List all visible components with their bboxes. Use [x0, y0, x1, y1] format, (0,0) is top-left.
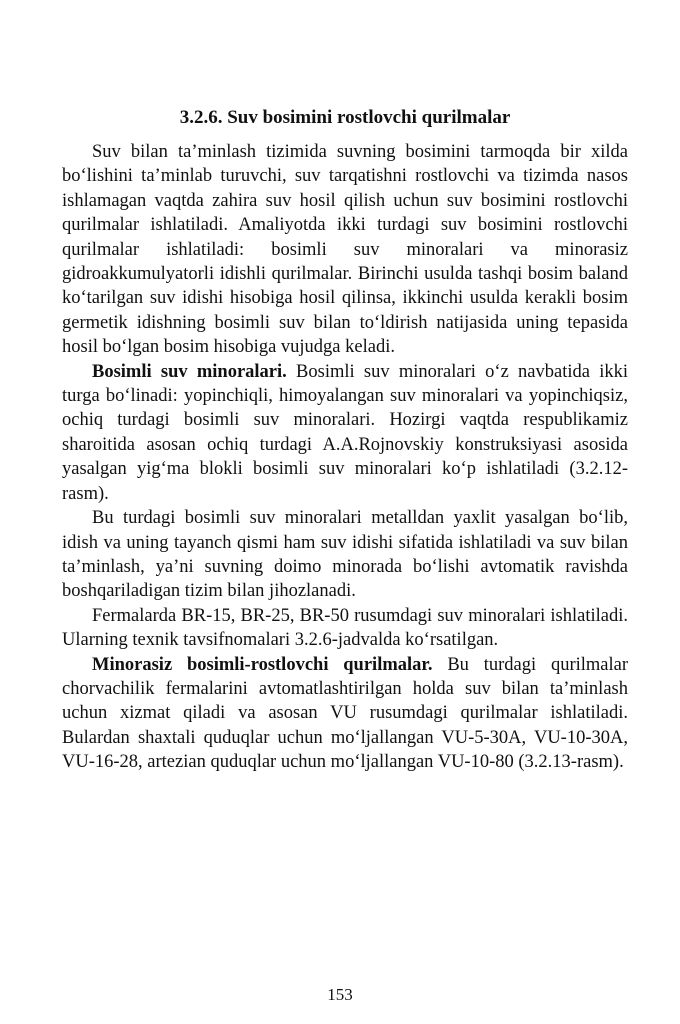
page-number: 153 [327, 985, 353, 1004]
paragraph-fermalarda [62, 604, 628, 653]
paragraph-text: Fermalarda BR-15, BR-25, BR-50 rusumdagi suv minoralari ishlatiladi. Ularning texnik tavsifnomalari 3.2.6-jadvalda ko‘rsatilgan. [62, 605, 628, 651]
paragraph-lead-heading: Bosimli suv minoralari. [92, 361, 287, 382]
section-title: 3.2.6. Suv bosimini rostlovchi qurilmalar [179, 107, 511, 128]
paragraph-bosimli-minoralar [62, 360, 628, 506]
paragraph-intro [62, 140, 628, 360]
page-body [62, 104, 628, 775]
paragraph-text: Bosimli suv minoralari o‘z navbatida ikki turga bo‘linadi: yopinchiqli, himoyalangan suv minoralari va yopinchiqsiz, ochiq turdagi bosimli suv minoralari. Hozirgi vaqtda respublikamiz sharoitida asosan ochiq turdagi A.A.Rojnovskiy konstruksiyasi asosida yasalgan yig‘ma blokli bosimli suv minoralari ko‘p ishlatiladi (3.2.12-rasm). [62, 361, 628, 504]
paragraph-lead-heading: Minorasiz bosimli-rostlovchi qurilmalar. [92, 654, 433, 675]
paragraph-text: Bu turdagi bosimli suv minoralari metalldan yaxlit yasalgan bo‘lib, idish va uning tayanch qismi ham suv idishi sifatida ishlatiladi va suv bilan ta’minlash, ya’ni suvning doimo minorada bo‘lishi avtomatik ravishda boshqariladigan tizim bilan jihozlanadi. [62, 508, 628, 602]
paragraph-text: Suv bilan ta’minlash tizimida suvning bosimini tarmoqda bir xilda bo‘lishini ta’minlab turuvchi, suv tarqatishni rostlovchi va tizimda nasos ishlamagan vaqtda zahira suv hosil qilish uchun suv bosimini rostlovchi qurilmalar ishlatiladi. Amaliyotda ikki turdagi suv bosimini rostlovchi qurilmalar ishlatiladi: bosimli suv minoralari va minorasiz gidroakkumulyatorli idishli qurilmalar. Birinchi usulda tashqi bosim baland ko‘tarilgan suv idishi hisobiga hosil qilinsa, ikkinchi usulda kerakli bosim germetik idishning bosimli suv bilan to‘ldirish natijasida uning tepasida hosil bo‘lgan bosim hisobiga vujudga keladi. [62, 142, 628, 358]
paragraph-text: Bu turdagi qurilmalar chorvachilik fermalarini avtomatlashtirilgan holda suv bilan ta’minlash uchun xizmat qiladi va asosan VU rusumdagi qurilmalar ishlatiladi. Bulardan shaxtali quduqlar uchun mo‘ljallangan VU-5-30A, VU-10-30A, VU-16-28, artezian quduqlar uchun mo‘ljallangan VU-10-80 (3.2.13-rasm). [62, 654, 629, 773]
paragraph-minorasiz-qurilmalar [62, 653, 628, 775]
paragraph-metall-minoralar [62, 506, 628, 604]
